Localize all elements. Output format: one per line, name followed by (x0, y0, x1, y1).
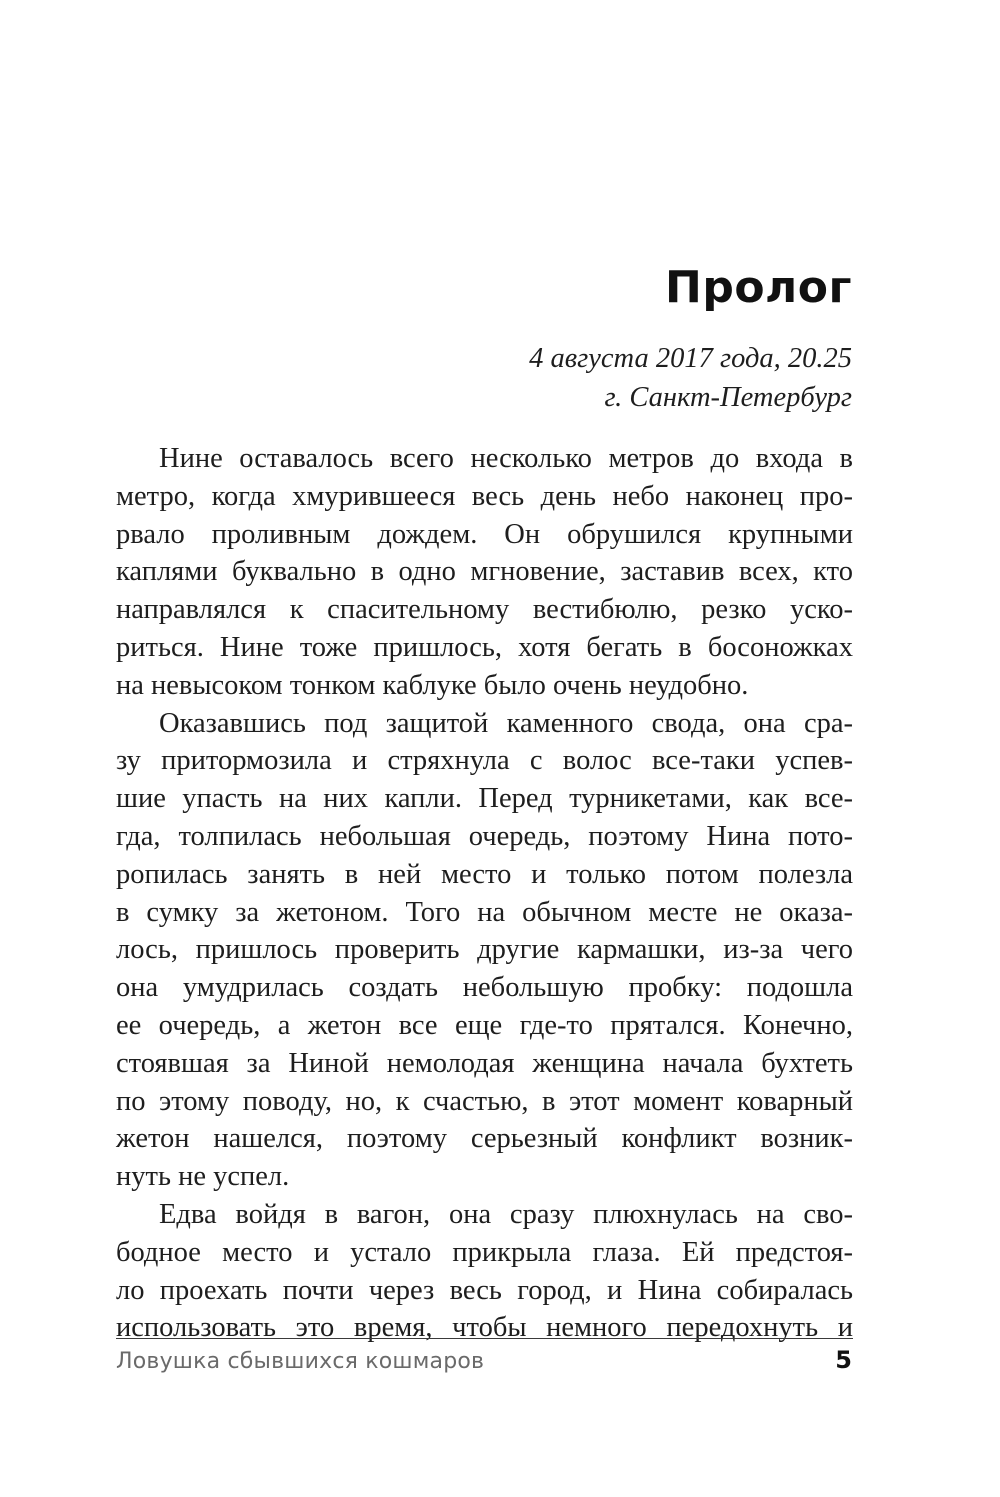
text-line: по этому поводу, но, к счастью, в этот момент коварный (116, 1085, 853, 1117)
text-line: нуть не успел. (116, 1161, 290, 1193)
text-line: шие упасть на них капли. Перед турникетами, как все- (116, 783, 853, 815)
text-line: на невысоком тонком каблуке было очень неудобно. (116, 669, 749, 701)
text-line: она умудрилась создать небольшую пробку: подошла (116, 972, 853, 1004)
epigraph-date: 4 августа 2017 года, 20.25 (529, 343, 852, 374)
text-line: стоявшая за Ниной немолодая женщина начала бухтеть (116, 1047, 853, 1079)
text-line: Едва войдя в вагон, она сразу плюхнулась на сво- (159, 1198, 853, 1230)
chapter-epigraph (529, 339, 852, 417)
body-text (116, 440, 853, 1347)
text-line: каплями буквально в одно мгновение, заставив всех, кто (116, 556, 853, 588)
text-line: бодное место и устало прикрыла глаза. Ей предстоя- (116, 1236, 853, 1268)
chapter-title: Пролог (665, 262, 852, 313)
text-line: жетон нашелся, поэтому серьезный конфликт возник- (116, 1123, 853, 1155)
text-line: метро, когда хмурившееся весь день небо наконец про- (116, 480, 853, 512)
page-number: 5 (835, 1346, 852, 1374)
text-line: ропилась занять в ней место и только потом полезла (116, 858, 853, 890)
text-line: зу притормозила и стряхнула с волос все-таки успев- (116, 745, 853, 777)
text-line: лось, пришлось проверить другие кармашки, из-за чего (116, 934, 853, 966)
footer-divider (116, 1338, 853, 1339)
text-line: Нине оставалось всего несколько метров до входа в (159, 443, 853, 474)
text-line: в сумку за жетоном. Того на обычном месте не оказа- (116, 896, 853, 928)
epigraph-place: г. Санкт-Петербург (604, 382, 852, 413)
text-line: гда, толпилась небольшая очередь, поэтому Нина пото- (116, 820, 853, 852)
text-line: ее очередь, а жетон все еще где-то прятался. Конечно, (116, 1009, 853, 1041)
text-line: использовать это время, чтобы немного передохнуть и (116, 1312, 853, 1344)
text-line: рвало проливным дождем. Он обрушился крупными (116, 518, 853, 550)
running-footer-title: Ловушка сбывшихся кошмаров (116, 1349, 485, 1374)
text-line: направлялся к спасительному вестибюлю, резко уско- (116, 594, 853, 626)
text-line: риться. Нине тоже пришлось, хотя бегать в босоножках (116, 631, 853, 663)
text-line: Оказавшись под защитой каменного свода, она сра- (159, 707, 853, 739)
text-line: ло проехать почти через весь город, и Нина собиралась (116, 1274, 853, 1306)
